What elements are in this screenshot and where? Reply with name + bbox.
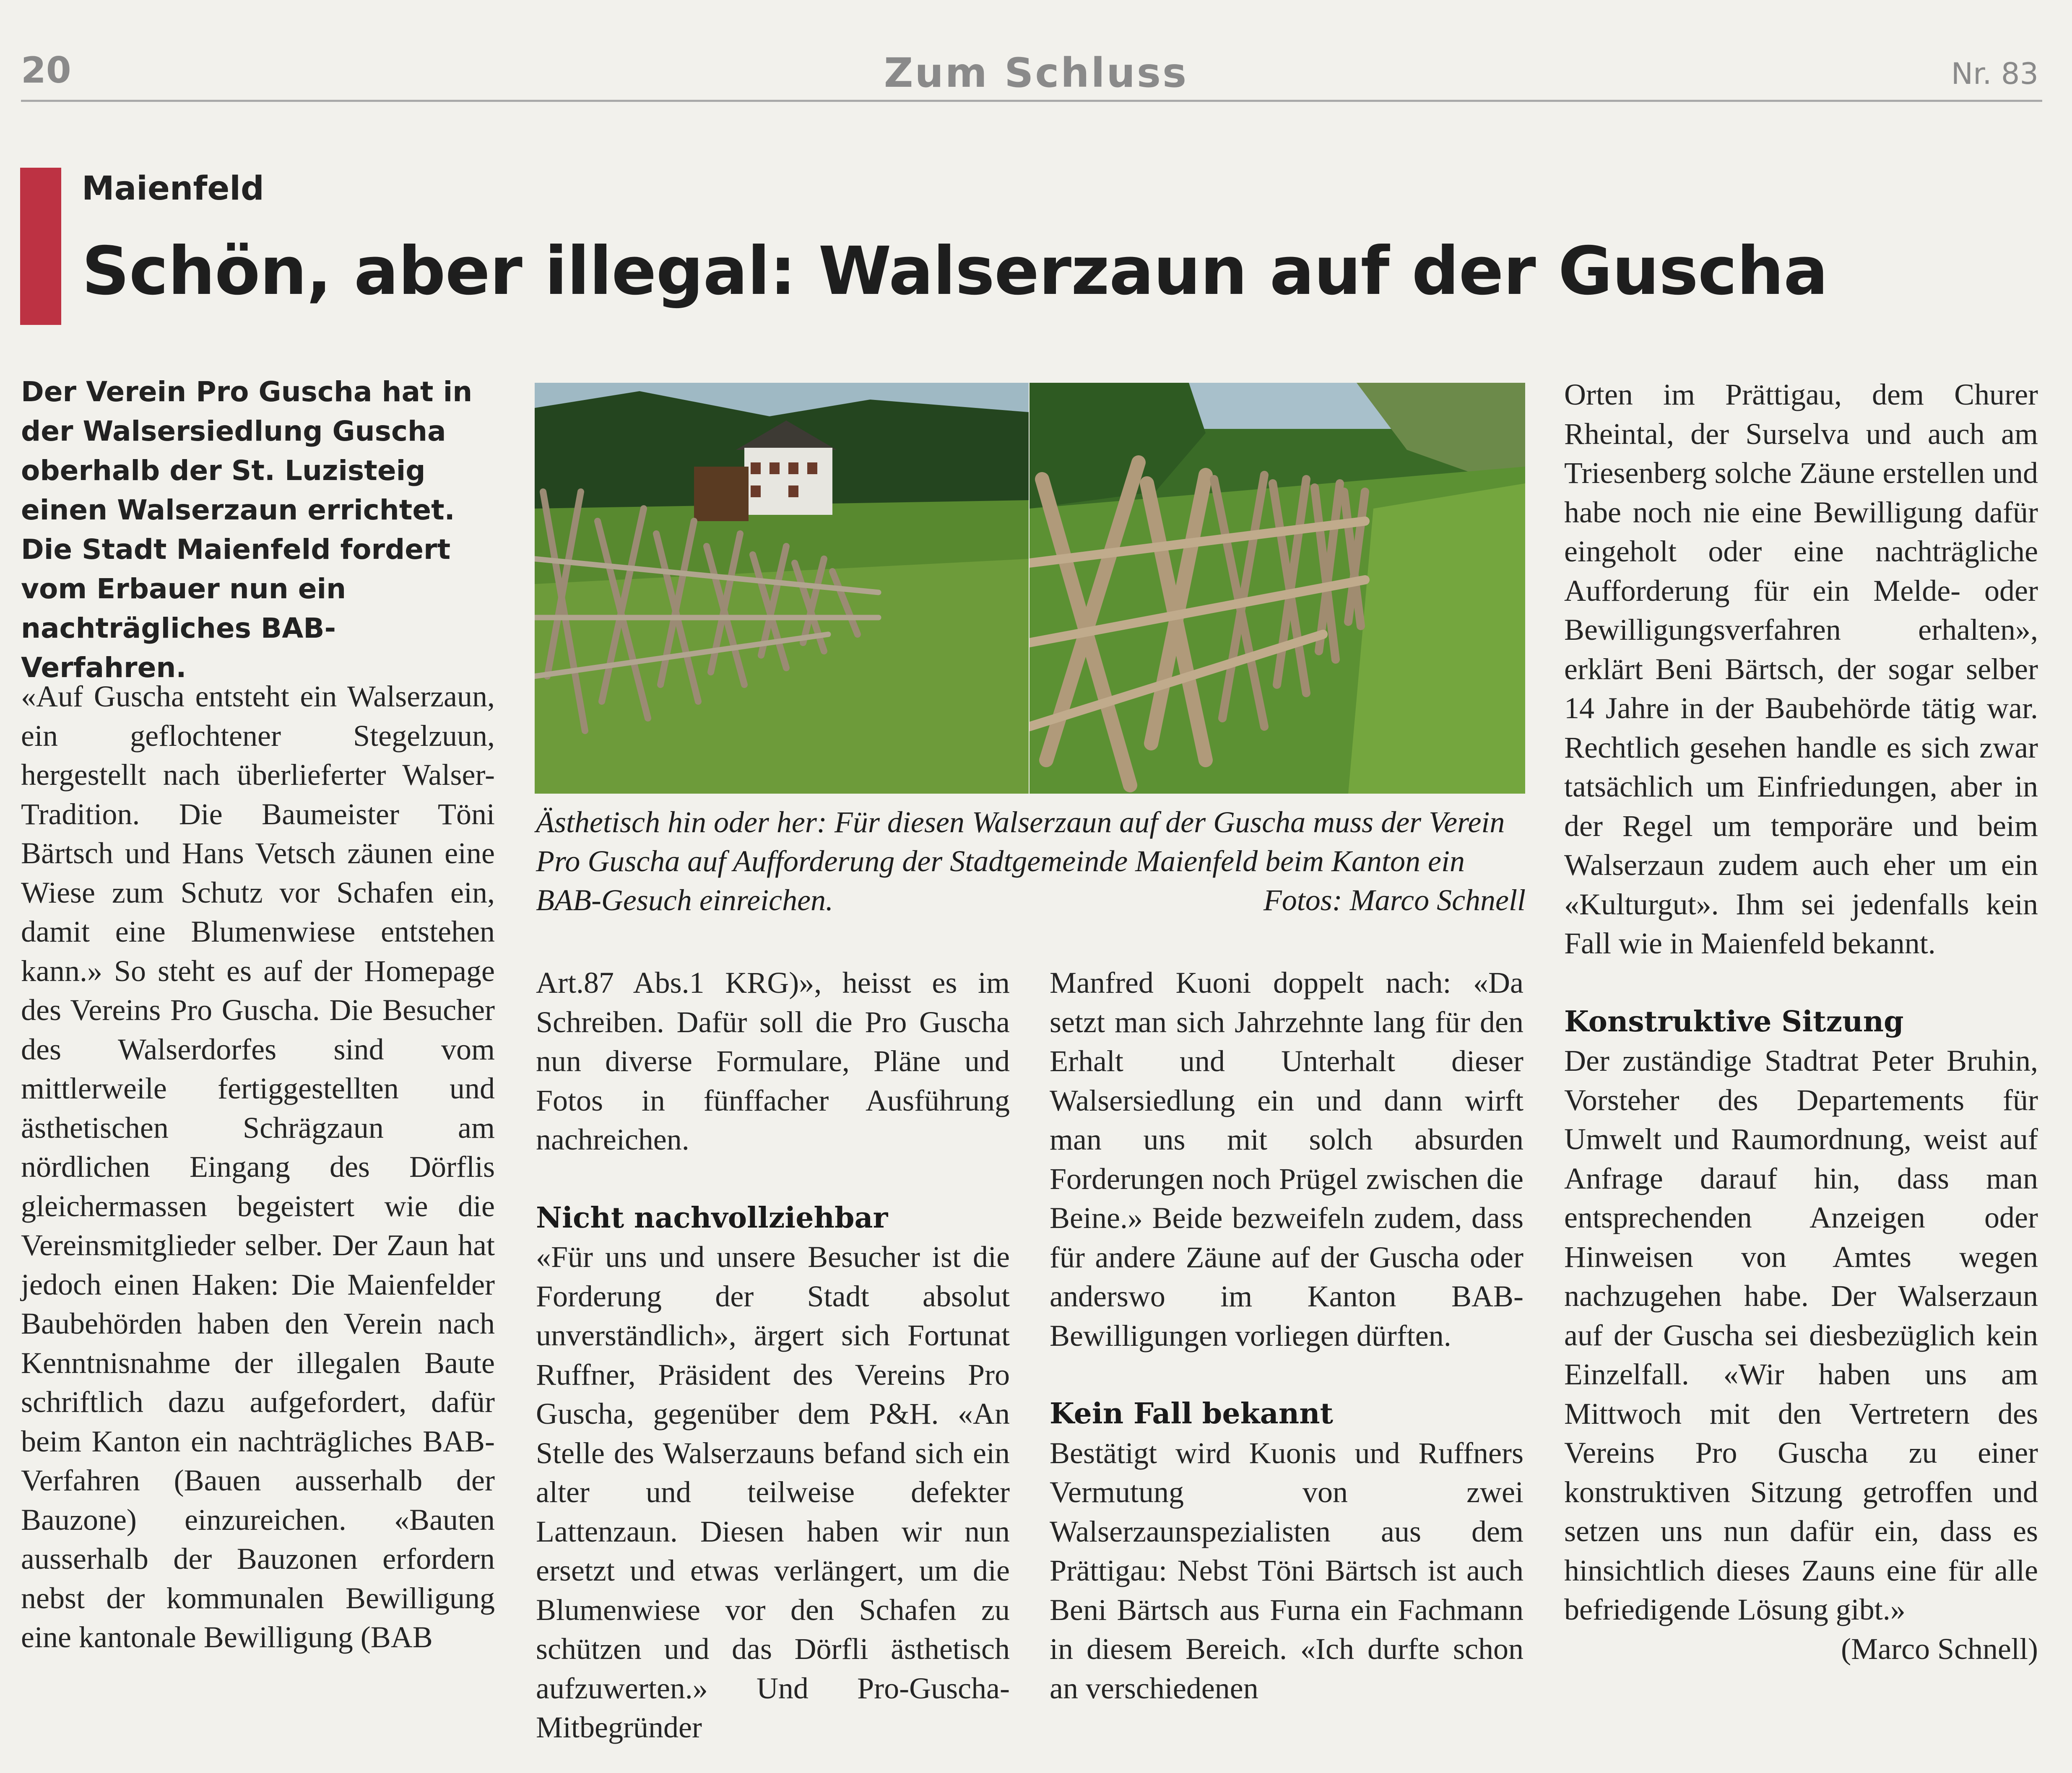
issue-number: Nr. 83 [1951,57,2038,91]
lead-paragraph: Der Verein Pro Guscha hat in der Walsersiedlung Guscha oberhalb der St. Luzisteig einen Walserzaun errichtet. Die Stadt Maienfeld fordert vom Erbauer nun ein nachträgliches BAB-Verfahren. [21,376,473,684]
section-title: Zum Schluss [884,49,1188,96]
body-paragraph: «Für uns und unsere Besucher ist die Forderung der Stadt absolut unverständlich», ärgert sich Fortunat Ruffner, Präsident des Vereins Pro Guscha, gegenüber dem P&H. «An Stelle des Walserzauns befand sich ein alter und teilweise defekter Lattenzaun. Diesen haben wir nun ersetzt und etwas verlängert, um die Blumenwiese vor den Schafen zu schützen und das Dörfli ästhetisch aufzuwerten.» Und Pro-Guscha-Mitbegründer [536,1240,1010,1744]
photo-fence-closeup [1030,383,1525,794]
photo-group [535,383,1525,794]
body-paragraph: Manfred Kuoni doppelt nach: «Da setzt man sich Jahrzehnte lang für den Erhalt und Unterhalt dieser Walsersiedlung ein und dann wirft man uns mit solch absurden Forderungen noch Prügel zwischen die Beine.» Beide bezweifeln zudem, dass für andere Zäune auf der Guscha oder anderswo im Kanton BAB-Bewilligungen vorliegen dürften. [1050,966,1523,1352]
body-paragraph [1564,1041,2038,1666]
subheading: Konstruktive Sitzung [1564,1005,1904,1038]
photo-fence-house [535,383,1029,794]
body-paragraph: «Auf Guscha entsteht ein Walserzaun, ein geflochtener Stegelzuun, hergestellt nach überlieferter Walser-Tradition. Die Baumeister Töni Bärtsch und Hans Vetsch zäunen eine Wiese zum Schutz vor Schafen ein, damit eine Blumenwiese entstehen kann.» So steht es auf der Homepage des Vereins Pro Guscha. Die Besucher des Walserdorfes sind vom mittlerweile fertiggestellten und ästhetischen Schrägzaun am nördlichen Eingang des Dörflis gleichermassen begeistert wie die Vereinsmitglieder selber. Der Zaun hat jedoch einen Haken: Die Maienfelder Baubehörden haben den Verein nach Kenntnisnahme der illegalen Baute schriftlich dazu aufgefordert, dafür beim Kanton ein nachträgliches BAB-Verfahren (Bauen ausserhalb der Bauzone) einzureichen. «Bauten ausserhalb der Bauzonen erfordern nebst der kommunalen Bewilligung eine kantonale Bewilligung (BAB [21,680,495,1654]
closing-text: Der zuständige Stadtrat Peter Bruhin, Vorsteher des Departements für Umwelt und Raumordnung, weist auf Anfrage darauf hin, dass man entsprechenden Anzeigen oder Hinweisen von Amtes wegen nachzugehen habe. Der Walserzaun auf der Guscha sei diesbezüglich kein Einzelfall. «Wir haben uns am Mittwoch mit den Vertretern des Vereins Pro Guscha zu einer konstruktiven Sitzung getroffen und setzen uns nun dafür ein, dass es hinsichtlich dieses Zauns eine für alle befriedigende Lösung gibt.» [1564,1044,2038,1626]
headline: Schön, aber illegal: Walserzaun auf der Guscha [82,233,1828,310]
accent-bar [20,168,61,325]
body-paragraph: Art.87 Abs.1 KRG)», heisst es im Schreiben. Dafür soll die Pro Guscha nun diverse Formulare, Pläne und Fotos in fünffacher Ausführung nachreichen. [536,966,1010,1156]
page-number: 20 [21,49,71,91]
body-paragraph: Bestätigt wird Kuonis und Ruffners Vermutung von zwei Walserzaunspezialisten aus dem Prättigau: Nebst Töni Bärtsch ist auch Beni Bärtsch aus Furna ein Fachmann in diesem Bereich. «Ich durfte schon an verschiedenen [1050,1436,1523,1705]
column-3 [1050,963,1523,1708]
column-2 [536,963,1010,1747]
caption-text: Ästhetisch hin oder her: Für diesen Walserzaun auf der Guscha muss der Verein Pro Guscha auf Aufforderung der Stadtgemeinde Maienfeld beim Kanton ein BAB-Gesuch einreichen. [536,805,1505,917]
body-paragraph: Orten im Prättigau, dem Churer Rheintal, der Surselva und auch am Triesenberg solche Zäune erstellen und habe noch nie eine Bewilligung dafür eingeholt oder eine nachträgliche Aufforderung für ein Melde- oder Bewilligungsverfahren erhalten», erklärt Beni Bärtsch, der sogar selber 14 Jahre in der Baubehörde tätig war. Rechtlich gesehen handle es sich zwar tatsächlich um Einfriedungen, aber in der Regel um temporäre und beim Walserzaun zudem auch eher um ein «Kulturgut». Ihm sei jedenfalls kein Fall wie in Maienfeld bekannt. [1564,378,2038,960]
subheading: Kein Fall bekannt [1050,1397,1334,1430]
photo-caption [536,803,1526,920]
header-rule [21,100,2042,102]
author-credit: (Marco Schnell) [1841,1632,2038,1666]
column-4 [1564,375,2038,1669]
subheading: Nicht nachvollziehbar [536,1201,888,1235]
dateline: Maienfeld [82,170,264,208]
column-1 [21,677,495,1657]
photo-credit: Fotos: Marco Schnell [1263,883,1526,917]
